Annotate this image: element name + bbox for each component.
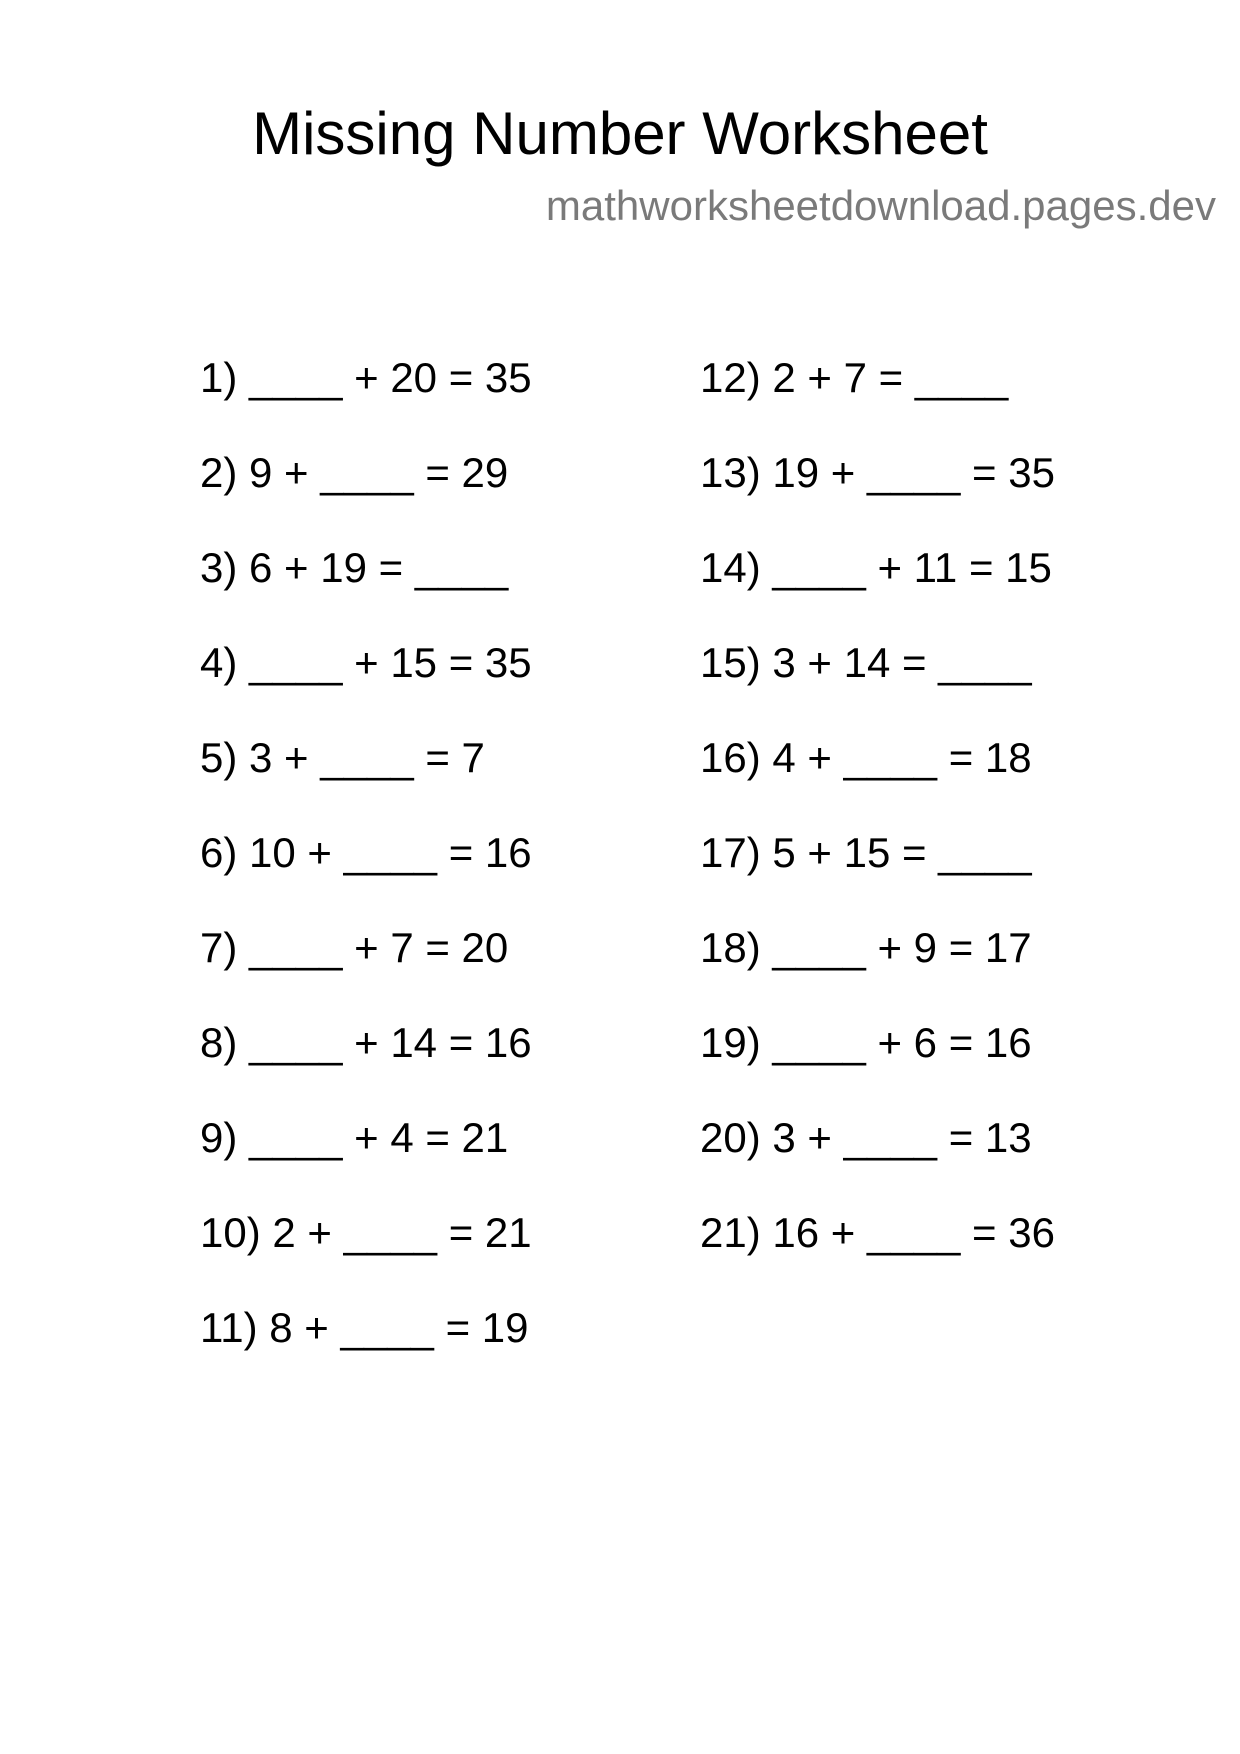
problem-5: 5) 3 + ____ = 7 [200,734,485,781]
problem-1: 1) ____ + 20 = 35 [200,354,532,401]
problem-20: 20) 3 + ____ = 13 [700,1114,1032,1161]
problem-4: 4) ____ + 15 = 35 [200,639,532,686]
problem-2: 2) 9 + ____ = 29 [200,449,509,496]
problem-7: 7) ____ + 7 = 20 [200,924,509,971]
problem-19: 19) ____ + 6 = 16 [700,1019,1032,1066]
problem-21: 21) 16 + ____ = 36 [700,1209,1055,1256]
problem-12: 12) 2 + 7 = ____ [700,354,1009,401]
page-title: Missing Number Worksheet [252,100,988,167]
problem-6: 6) 10 + ____ = 16 [200,829,532,876]
problem-list-right [700,348,1180,1298]
problem-18: 18) ____ + 9 = 17 [700,924,1032,971]
problem-17: 17) 5 + 15 = ____ [700,829,1032,876]
site-url: mathworksheetdownload.pages.dev [545,182,1216,229]
problem-16: 16) 4 + ____ = 18 [700,734,1032,781]
problem-10: 10) 2 + ____ = 21 [200,1209,532,1256]
problem-list-left [200,348,680,1393]
problem-15: 15) 3 + 14 = ____ [700,639,1032,686]
problem-8: 8) ____ + 14 = 16 [200,1019,532,1066]
problem-3: 3) 6 + 19 = ____ [200,544,509,591]
problem-9: 9) ____ + 4 = 21 [200,1114,509,1161]
problem-11: 11) 8 + ____ = 19 [200,1304,529,1351]
problem-13: 13) 19 + ____ = 35 [700,449,1055,496]
problem-14: 14) ____ + 11 = 15 [700,544,1052,591]
